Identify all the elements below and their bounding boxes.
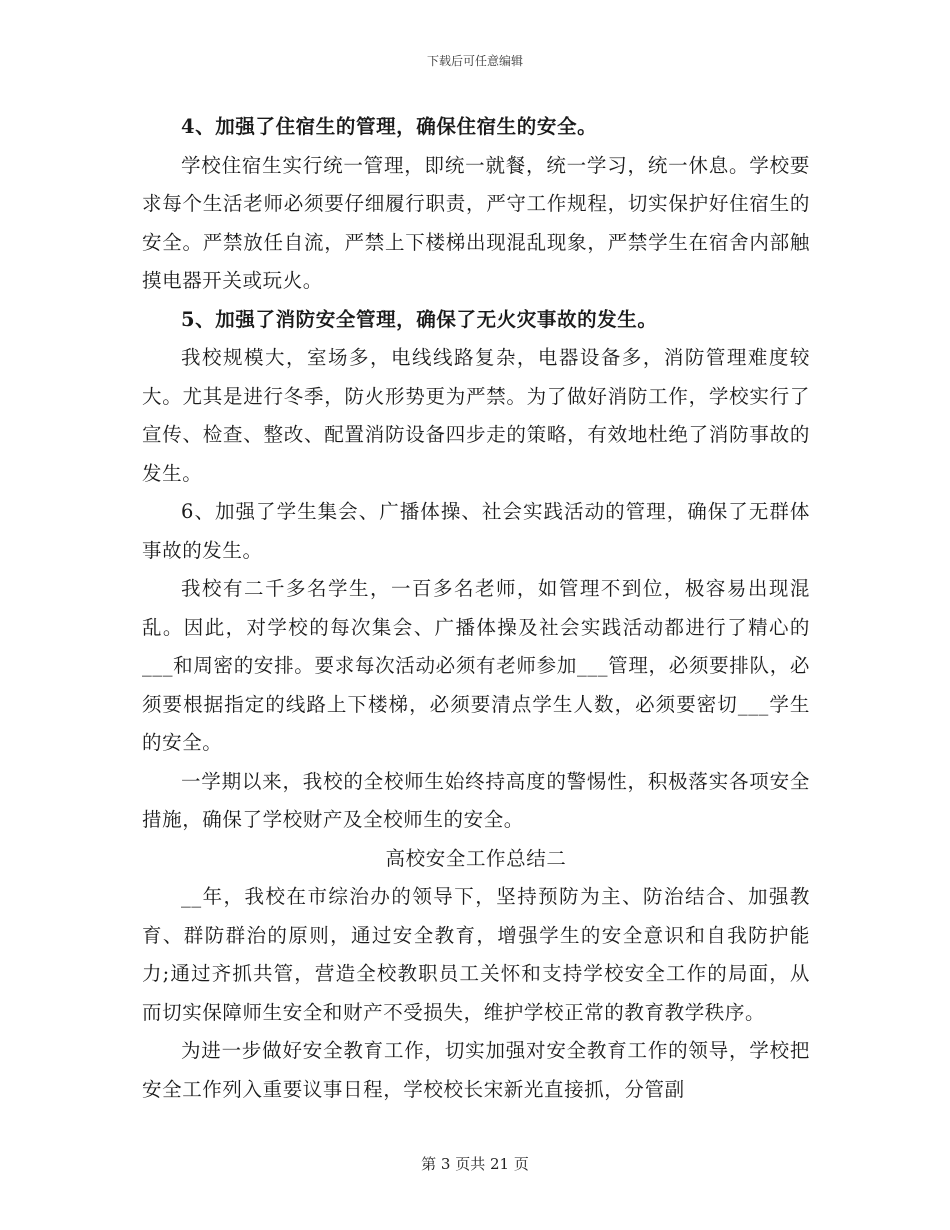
paragraph-fire-safety: 我校规模大，室场多，电线线路复杂，电器设备多，消防管理难度较大。尤其是进行冬季，防火形势更为严禁。为了做好消防工作，学校实行了宣传、检查、整改、配置消防设备四步走的策略，有效地杜绝了消防事故的发生。	[142, 346, 810, 485]
section-heading-5: 5、加强了消防安全管理，确保了无火灾事故的发生。	[181, 307, 658, 331]
page-number: 第 3 页共 21 页	[421, 1155, 529, 1173]
document-body	[142, 108, 810, 1109]
section-title-two: 高校安全工作总结二	[385, 846, 567, 870]
section-heading-4: 4、加强了住宿生的管理，确保住宿生的安全。	[181, 115, 598, 138]
header-note: 下载后可任意编辑	[426, 54, 523, 68]
section-heading-6: 6、加强了学生集会、广播体操、社会实践活动的管理，确保了无群体事故的发生。	[142, 500, 810, 562]
paragraph-dormitory: 学校住宿生实行统一管理，即统一就餐，统一学习，统一休息。学校要求每个生活老师必须要仔细履行职责，严守工作规程，切实保护好住宿生的安全。严禁放任自流，严禁上下楼梯出现混乱现象，严禁学生在宿舍内部触摸电器开关或玩火。	[142, 153, 810, 292]
paragraph-activities: 我校有二千多名学生，一百多名老师，如管理不到位，极容易出现混乱。因此，对学校的每次集会、广播体操及社会实践活动都进行了精心的___和周密的安排。要求每次活动必须有老师参加___管理，必须要排队，必须要根据指定的线路上下楼梯，必须要清点学生人数，必须要密切___学生的安全。	[142, 577, 810, 754]
paragraph-leadership: 为进一步做好安全教育工作，切实加强对安全教育工作的领导，学校把安全工作列入重要议事日程，学校校长宋新光直接抓，分管副	[142, 1039, 810, 1101]
paragraph-year-overview: __年，我校在市综治办的领导下，坚持预防为主、防治结合、加强教育、群防群治的原则，通过安全教育，增强学生的安全意识和自我防护能力;通过齐抓共管，营造全校教职员工关怀和支持学校安全工作的局面，从而切实保障师生安全和财产不受损失，维护学校正常的教育教学秩序。	[142, 885, 810, 1024]
paragraph-semester-summary: 一学期以来，我校的全校师生始终持高度的警惕性，积极落实各项安全措施，确保了学校财产及全校师生的安全。	[142, 769, 810, 831]
